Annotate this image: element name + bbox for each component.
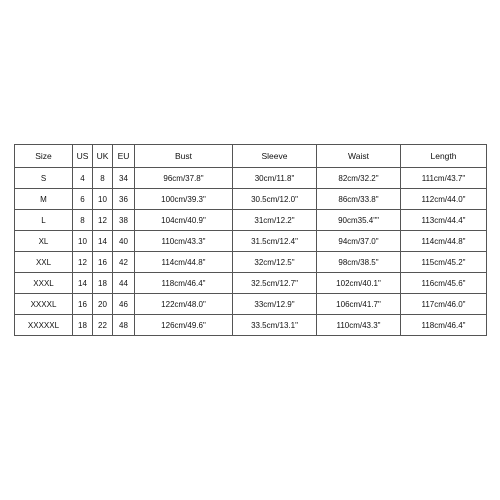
cell-uk: 10 <box>93 189 113 210</box>
cell-sleeve: 32.5cm/12.7" <box>233 273 317 294</box>
cell-waist: 86cm/33.8" <box>317 189 401 210</box>
cell-us: 10 <box>73 231 93 252</box>
cell-size: XXL <box>15 252 73 273</box>
cell-sleeve: 31.5cm/12.4" <box>233 231 317 252</box>
column-header-sleeve: Sleeve <box>233 145 317 168</box>
column-header-size: Size <box>15 145 73 168</box>
cell-bust: 100cm/39.3" <box>135 189 233 210</box>
column-header-bust: Bust <box>135 145 233 168</box>
cell-us: 6 <box>73 189 93 210</box>
table-row <box>15 252 487 273</box>
cell-length: 113cm/44.4" <box>401 210 487 231</box>
column-header-us: US <box>73 145 93 168</box>
cell-size: XL <box>15 231 73 252</box>
cell-bust: 114cm/44.8" <box>135 252 233 273</box>
cell-length: 118cm/46.4" <box>401 315 487 336</box>
cell-sleeve: 32cm/12.5" <box>233 252 317 273</box>
cell-uk: 14 <box>93 231 113 252</box>
cell-uk: 12 <box>93 210 113 231</box>
cell-us: 12 <box>73 252 93 273</box>
cell-us: 14 <box>73 273 93 294</box>
cell-length: 112cm/44.0" <box>401 189 487 210</box>
cell-eu: 42 <box>113 252 135 273</box>
cell-sleeve: 30cm/11.8" <box>233 168 317 189</box>
cell-length: 117cm/46.0" <box>401 294 487 315</box>
table-row <box>15 189 487 210</box>
cell-waist: 102cm/40.1" <box>317 273 401 294</box>
cell-bust: 122cm/48.0" <box>135 294 233 315</box>
header-row <box>15 145 487 168</box>
table-row <box>15 315 487 336</box>
cell-uk: 22 <box>93 315 113 336</box>
cell-size: XXXXXL <box>15 315 73 336</box>
column-header-length: Length <box>401 145 487 168</box>
cell-size: XXXXL <box>15 294 73 315</box>
cell-eu: 44 <box>113 273 135 294</box>
cell-us: 4 <box>73 168 93 189</box>
cell-waist: 94cm/37.0" <box>317 231 401 252</box>
cell-us: 8 <box>73 210 93 231</box>
cell-us: 16 <box>73 294 93 315</box>
table-row <box>15 294 487 315</box>
cell-waist: 90cm35.4"" <box>317 210 401 231</box>
cell-size: L <box>15 210 73 231</box>
column-header-eu: EU <box>113 145 135 168</box>
cell-eu: 38 <box>113 210 135 231</box>
cell-size: S <box>15 168 73 189</box>
cell-size: XXXL <box>15 273 73 294</box>
cell-bust: 126cm/49.6" <box>135 315 233 336</box>
cell-eu: 40 <box>113 231 135 252</box>
cell-waist: 106cm/41.7" <box>317 294 401 315</box>
size-chart-table <box>14 144 487 336</box>
cell-length: 114cm/44.8" <box>401 231 487 252</box>
cell-sleeve: 33cm/12.9" <box>233 294 317 315</box>
cell-waist: 110cm/43.3" <box>317 315 401 336</box>
cell-eu: 36 <box>113 189 135 210</box>
cell-sleeve: 30.5cm/12.0" <box>233 189 317 210</box>
table-row <box>15 210 487 231</box>
cell-size: M <box>15 189 73 210</box>
cell-eu: 48 <box>113 315 135 336</box>
cell-bust: 104cm/40.9" <box>135 210 233 231</box>
cell-us: 18 <box>73 315 93 336</box>
cell-bust: 110cm/43.3" <box>135 231 233 252</box>
table-row <box>15 231 487 252</box>
cell-sleeve: 31cm/12.2" <box>233 210 317 231</box>
cell-bust: 118cm/46.4" <box>135 273 233 294</box>
cell-uk: 18 <box>93 273 113 294</box>
column-header-waist: Waist <box>317 145 401 168</box>
table-row <box>15 168 487 189</box>
cell-eu: 34 <box>113 168 135 189</box>
cell-eu: 46 <box>113 294 135 315</box>
cell-length: 116cm/45.6" <box>401 273 487 294</box>
column-header-uk: UK <box>93 145 113 168</box>
cell-uk: 20 <box>93 294 113 315</box>
cell-length: 111cm/43.7" <box>401 168 487 189</box>
cell-waist: 98cm/38.5" <box>317 252 401 273</box>
cell-sleeve: 33.5cm/13.1" <box>233 315 317 336</box>
cell-bust: 96cm/37.8" <box>135 168 233 189</box>
cell-waist: 82cm/32.2" <box>317 168 401 189</box>
cell-uk: 16 <box>93 252 113 273</box>
cell-length: 115cm/45.2" <box>401 252 487 273</box>
cell-uk: 8 <box>93 168 113 189</box>
table-row <box>15 273 487 294</box>
